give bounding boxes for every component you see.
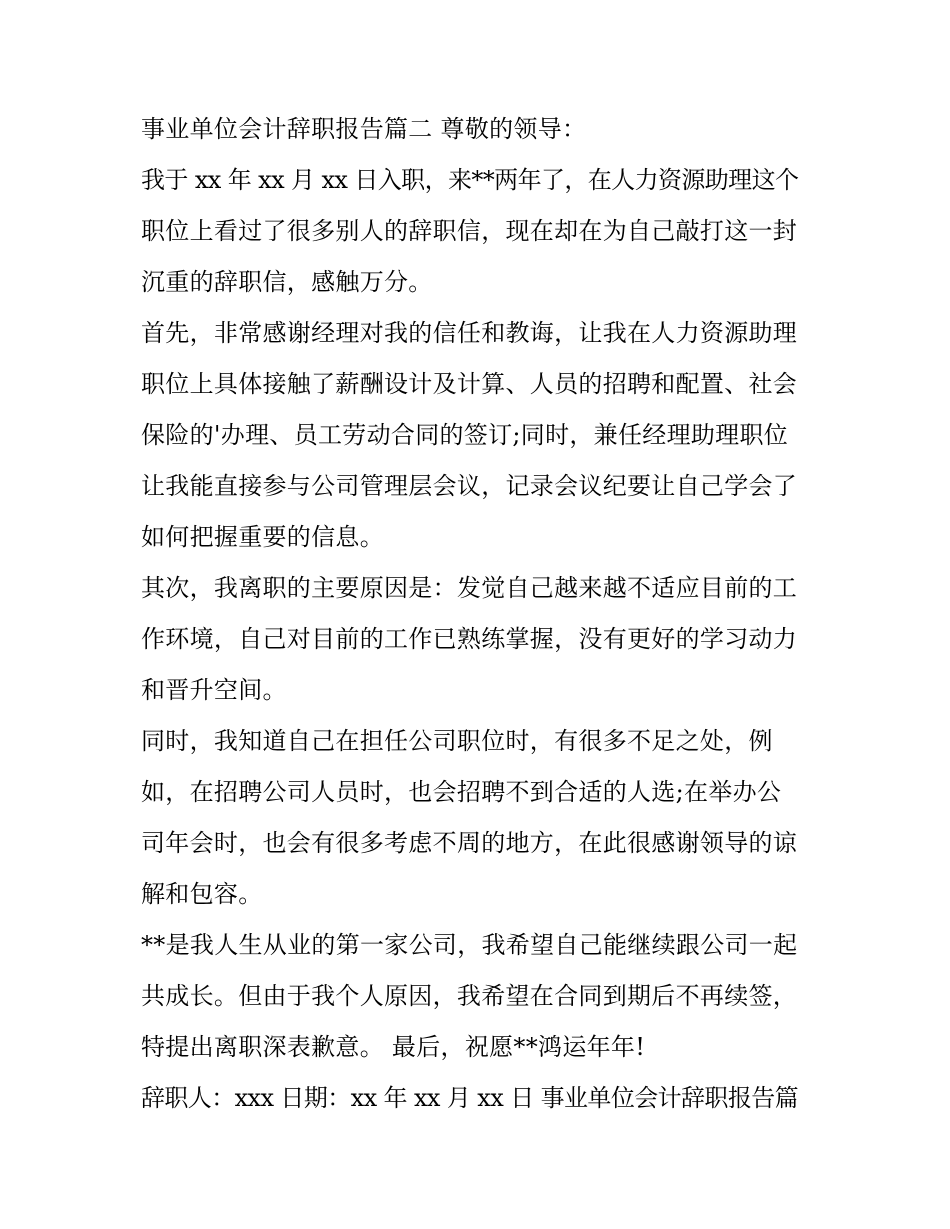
paragraph-line: 作环境，自己对目前的工作已熟练掌握，没有更好的学习动力 bbox=[141, 625, 798, 653]
paragraph-line: 司年会时，也会有很多考虑不周的地方，在此很感谢领导的谅 bbox=[141, 829, 798, 857]
document-body bbox=[141, 104, 813, 1124]
heading-line: 事业单位会计辞职报告篇二 尊敬的领导： bbox=[141, 115, 587, 143]
signature-line: 辞职人：xxx 日期：xx 年 xx 月 xx 日 事业单位会计辞职报告篇 bbox=[141, 1084, 799, 1112]
paragraph-line: 同时，我知道自己在担任公司职位时，有很多不足之处，例 bbox=[141, 727, 773, 755]
paragraph-line: 如，在招聘公司人员时，也会招聘不到合适的人选;在举办公 bbox=[141, 778, 782, 806]
paragraph-line: 其次，我离职的主要原因是：发觉自己越来越不适应目前的工 bbox=[141, 574, 798, 602]
paragraph-line: 解和包容。 bbox=[141, 880, 263, 908]
paragraph-line: 让我能直接参与公司管理层会议，记录会议纪要让自己学会了 bbox=[141, 472, 798, 500]
paragraph-line: 沉重的辞职信，感触万分。 bbox=[141, 268, 433, 296]
paragraph-line: 首先，非常感谢经理对我的信任和教诲，让我在人力资源助理 bbox=[141, 319, 798, 347]
paragraph-line: 保险的'办理、员工劳动合同的签订;同时，兼任经理助理职位 bbox=[141, 421, 789, 449]
paragraph-line: 和晋升空间。 bbox=[141, 676, 287, 704]
paragraph-line: 特提出离职深表歉意。 最后，祝愿**鸿运年年! bbox=[141, 1033, 646, 1061]
paragraph-line: 职位上看过了很多别人的辞职信，现在却在为自己敲打这一封 bbox=[141, 217, 798, 245]
paragraph-line: **是我人生从业的第一家公司，我希望自己能继续跟公司一起 bbox=[141, 931, 798, 959]
paragraph-line: 职位上具体接触了薪酬设计及计算、人员的招聘和配置、社会 bbox=[141, 370, 798, 398]
paragraph-line: 如何把握重要的信息。 bbox=[141, 523, 384, 551]
paragraph-line: 我于 xx 年 xx 月 xx 日入职，来**两年了，在人力资源助理这个 bbox=[141, 166, 799, 194]
paragraph-line: 共成长。但由于我个人原因，我希望在合同到期后不再续签， bbox=[141, 982, 798, 1010]
